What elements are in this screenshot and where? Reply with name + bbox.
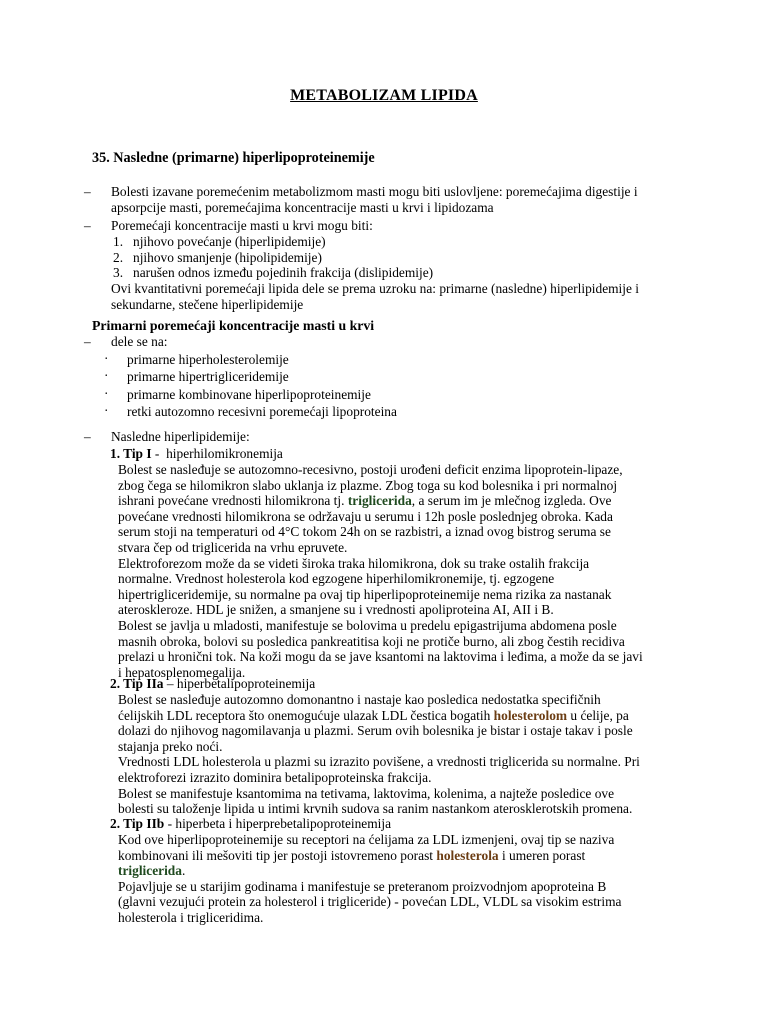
paragraph-line: stvara čep od triglicerida na vrhu epruvete. [118,539,348,555]
paragraph-line: normalne. Vrednost holesterola kod egzogene hiperhilomikronemije, tj. egzogene [118,571,555,587]
dash-marker: – [84,218,91,233]
list-number: 3. [113,265,124,281]
bullet-item [104,352,664,369]
paragraph-line: holesterola i trigliceridima. [118,909,264,925]
paragraph-line: povećane vrednosti hilomikrona se održavaju u serumu i 12h posle poslednjeg obroka. Kada [118,508,613,524]
dash-marker: – [84,334,91,349]
paragraph-line: Bolest se javlja u mladosti, manifestuje se bolovima u predelu epigastrijuma abdomena posle [118,617,617,633]
primary-dash-text: dele se na: [111,334,168,349]
intro-item-2-text: Poremećaji koncentracije masti u krvi mogu biti: [111,218,373,233]
paragraph-line: serum stoji na temperaturi od 4°C tokom 24h on se razbistri, a iznad ovog bistrog seruma se [118,524,611,540]
bullet-text: primarne kombinovane hiperlipoproteinemije [127,386,371,402]
list-item-text: njihovo povećanje (hiperlipidemije) [133,234,326,249]
paragraph-line: bolesti su taloženje lipida u intimi krvnih sudova sa ranim nastankom aterosklerotskih promena. [118,801,633,817]
paragraph-line: stajanja preko noći. [118,738,223,754]
text-run: ćelijskih LDL receptora što onemogućuje ulazak LDL čestica bogatih [118,707,494,723]
paragraph-line: dolazi do njihovog nagomilavanja u plazmi. Serum ovih bolesnika je bistar i ostaje takav i posle [118,723,633,739]
tip-separator: - [151,446,167,461]
intro-item-1-line-2: apsorpcije masti, poremećajima koncentracije masti u krvi i lipidozama [111,199,494,215]
paragraph-line [118,863,678,879]
paragraph-line: ateroskleroze. HDL je snižen, a smanjene su i vrednosti apoliproteina AI, AII i B. [118,602,554,618]
list-item [113,234,673,250]
text-run: ishrani povećane vrednosti hilomikrona tj. [118,493,348,509]
tip-1-name: hiperhilomikronemija [166,446,283,461]
text-run: , a serum im je mlečnog izgleda. Ove [411,493,612,509]
paragraph-line [118,708,678,724]
paragraph-line: Kod ove hiperlipoproteinemije su receptori na ćelijama za LDL izmenjeni, ovaj tip se naziva [118,832,615,847]
tip-2a-heading [110,676,315,692]
paragraph-line: sekundarne, stečene hiperlipidemije [111,296,304,312]
numbered-list [113,234,673,281]
hereditary-dash-text: Nasledne hiperlipidemije: [111,429,250,444]
tip-2a-label: 2. Tip IIa [110,676,164,691]
tip-2a-description [118,692,678,817]
dash-marker: – [84,429,91,444]
page-title: METABOLIZAM LIPIDA [290,87,478,104]
list-item-text: narušen odnos između pojedinih frakcija (dislipidemije) [133,265,434,281]
highlight-holesterolom: holesterolom [493,707,568,723]
section-heading: 35. Nasledne (primarne) hiperlipoproteinemije [92,150,375,166]
paragraph-line: elektroforezi izrazito dominira betalipoproteinska frakcija. [118,769,432,785]
paragraph-line: Ovi kvantitativni poremećaji lipida dele se prema uzroku na: primarne (nasledne) hiperlipidemije i [111,281,640,296]
tip-2b-name: hiperbeta i hiperprebetalipoproteinemija [175,816,392,831]
highlight-triglicerida: triglicerida [118,863,182,879]
paragraph-line: Bolest se manifestuje ksantomima na tetivama, laktovima, kolenima, a najteže posledice ove [118,785,615,801]
tip-separator: – [163,676,177,691]
paragraph-line: prelazi u hronični tok. Na koži mogu da se jave ksantomi na laktovima i leđima, a može da se javi [118,649,643,665]
paragraph-line: i hepatosplenomegalija. [118,664,246,680]
intro-item-1-line-1: Bolesti izavane poremećenim metabolizmom masti mogu biti uslovljene: poremećajima digestije i [111,184,638,199]
tip-2b-heading [110,816,391,832]
paragraph-line [118,848,678,864]
bullet-marker: · [104,385,109,401]
hereditary-dash-item [84,429,704,445]
paragraph-line: Bolest se nasleđuje se autozomno-recesivno, postoji urođeni deficit enzima lipoprotein-lipaze, [118,462,623,477]
bullet-item [104,387,664,404]
tip-1-label: 1. Tip I [110,446,152,461]
tip-1-description [118,462,678,680]
bullet-text: primarne hiperholesterolemije [127,352,289,367]
highlight-triglicerida: triglicerida [347,493,412,509]
paragraph-line: zbog čega se hilomikron slabo uklanja iz plazme. Zbog toga su kod bolesnika i pri normalnoj [118,477,618,493]
paragraph-line [118,493,678,509]
paragraph-line: Pojavljuje se u starijim godinama i manifestuje se preteranom proizvodnjom apoproteina B [118,878,607,894]
paragraph-line: hipertrigliceridemije, su normalne pa ovaj tip hiperlipoproteinemije nema rizika za nastanak [118,586,612,602]
primary-heading: Primarni poremećaji koncentracije masti u krvi [92,318,375,333]
bullet-text: primarne hipertrigliceridemije [127,369,289,385]
tip-2b-label: 2. Tip IIb [110,816,165,831]
tip-2b-description [118,832,678,926]
dash-marker: – [84,184,91,199]
list-item [113,265,673,281]
text-run: kombinovani ili mešoviti tip jer postoji istovremeno porast [118,847,437,863]
primary-dash-item [84,334,704,350]
bullet-item [104,369,664,386]
paragraph-line: Elektroforezom može da se videti široka traka hilomikrona, dok su trake ostalih frakcija [118,555,590,571]
paragraph-line: masnih obroka, bolovi su posledica pankreatitisa koji ne protiče burno, ali zbog čestih recidiva [118,633,625,649]
paragraph-line: (glavni vezujući protein za holesterol i trigliceride) - povećan LDL, VLDL sa visokim estrima [118,894,622,910]
bullet-marker: · [104,402,109,418]
highlight-holesterola: holesterola [436,847,499,863]
list-item [113,250,673,266]
intro-item-1 [84,184,704,215]
bullet-marker: · [104,351,109,366]
intro-item-2 [84,218,704,234]
text-run: u ćelije, pa [567,707,629,723]
bullet-item [104,404,664,421]
tip-2a-name: hiperbetalipoproteinemija [176,676,316,691]
paragraph-line: Bolest se nasleđuje autozomno domonantno i nastaje kao posledica nedostatka specifičnih [118,692,601,707]
list-number: 1. [113,234,124,249]
paragraph-line: Vrednosti LDL holesterola u plazmi su izrazito povišene, a vrednosti triglicerida su normalne. Pri [118,754,640,770]
tip-1-heading [110,446,283,462]
list-number: 2. [113,249,124,265]
list-item-text: njihovo smanjenje (hipolipidemije) [133,249,322,265]
primary-bullet-list [104,352,664,421]
tip-separator: - [164,816,176,831]
text-run: i umeren porast [498,847,586,863]
bullet-text: retki autozomno recesivni poremećaji lipoproteina [127,403,397,419]
bullet-marker: · [104,368,109,384]
classification-paragraph [111,281,671,312]
text-run: . [181,863,186,879]
